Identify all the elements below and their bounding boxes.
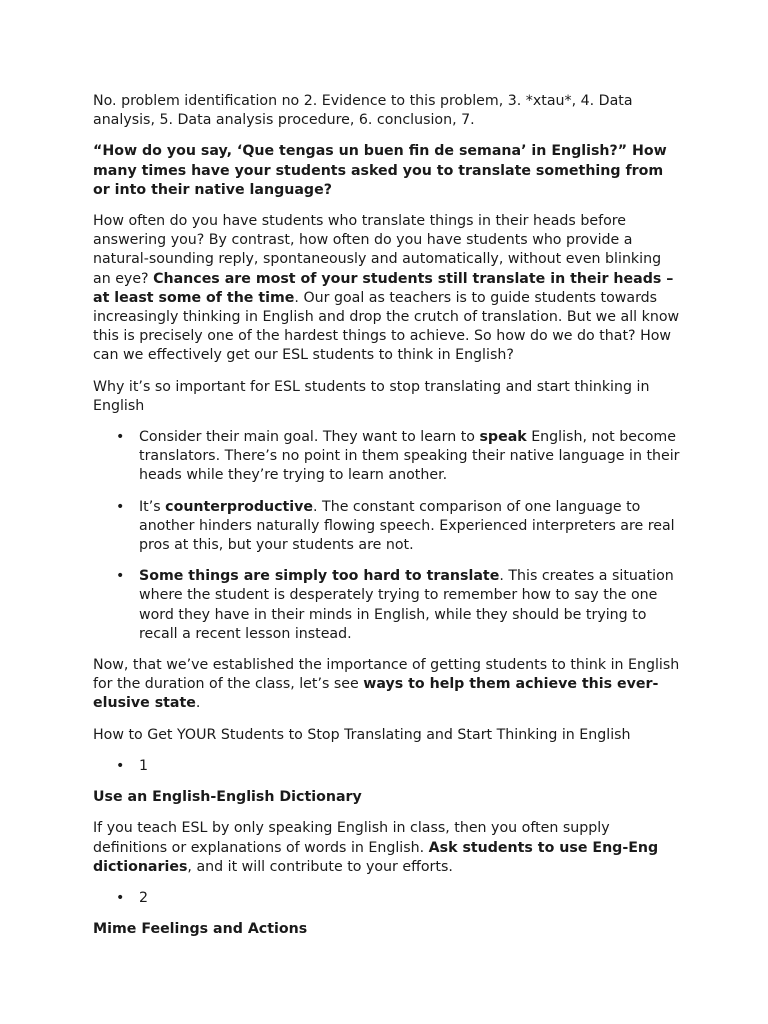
list-item — [139, 498, 683, 556]
why-heading: Why it’s so important for ESL students to stop translating and start thinking in English — [93, 378, 650, 414]
reasons-list — [93, 428, 683, 644]
paragraph-bold: Chances are most of your students still translate in their heads – at least some of the time — [93, 270, 674, 306]
tip-number: • 2 — [139, 889, 683, 908]
list-item-bold: Some things are simply too hard to translate — [139, 568, 500, 585]
list-item-text: English, not become translators. There’s no point in them speaking their native language in their heads while they’re trying to learn another. — [139, 429, 680, 484]
tip-number-list — [93, 889, 683, 908]
quote-heading: “How do you say, ‘Que tengas un buen fin de semana’ in English?” How many times have your students asked you to translate something from or into their native language? — [93, 143, 667, 198]
document-page — [93, 92, 683, 951]
list-item-text: . The constant comparison of one language to another hinders naturally flowing speech. Experienced interpreters are real pros at this, but your students are not. — [139, 498, 675, 554]
paragraph-established — [93, 656, 683, 714]
tip-title: Mime Feelings and Actions — [93, 921, 308, 938]
paragraph-translate-in-heads — [93, 212, 683, 366]
paragraph-text: . — [195, 695, 201, 712]
list-item — [139, 567, 683, 644]
list-item-text: It’s — [139, 498, 166, 515]
paragraph-bold: Ask students to use Eng-Eng dictionaries — [93, 839, 659, 875]
list-item-bold: counterproductive — [165, 498, 314, 515]
list-item-bold: speak — [479, 429, 527, 446]
tip-title: Use an English-English Dictionary — [93, 789, 362, 806]
tip-number-list — [93, 757, 683, 776]
paragraph-text: Now, that we’ve established the importance of getting students to think in English for the duration of the class, let’s see — [93, 657, 680, 693]
tip-paragraph — [93, 819, 683, 877]
intro-paragraph: No. problem identification no 2. Evidence to this problem, 3. *xtau*, 4. Data analysis, 5. Data analysis procedure, 6. conclusion, 7. — [93, 93, 633, 129]
paragraph-text: . Our goal as teachers is to guide students towards increasingly thinking in English and drop the crutch of translation. But we all know this is precisely one of the hardest things to achieve. So how do we do that? How can we effectively get our ESL students to think in English? — [93, 289, 680, 364]
paragraph-text: How often do you have students who translate things in their heads before answering you? By contrast, how often do you have students who provide a natural-sounding reply, spontaneously and automatically, without even blinking an eye? — [93, 213, 662, 287]
paragraph-text: , and it will contribute to your efforts. — [187, 858, 453, 875]
paragraph-bold: ways to help them achieve this ever-elusive state — [93, 676, 659, 712]
list-item-text: . This creates a situation where the student is desperately trying to remember how to say the one word they have in their minds in English, while they should be trying to recall a recent lesson instead. — [139, 568, 674, 642]
paragraph-text: If you teach ESL by only speaking English in class, then you often supply definitions or explanations of words in English. — [93, 820, 610, 856]
tip-number: • 1 — [139, 757, 683, 776]
how-heading: How to Get YOUR Students to Stop Translating and Start Thinking in English — [93, 726, 631, 743]
list-item — [139, 428, 683, 486]
list-item-text: Consider their main goal. They want to learn to — [139, 429, 480, 446]
